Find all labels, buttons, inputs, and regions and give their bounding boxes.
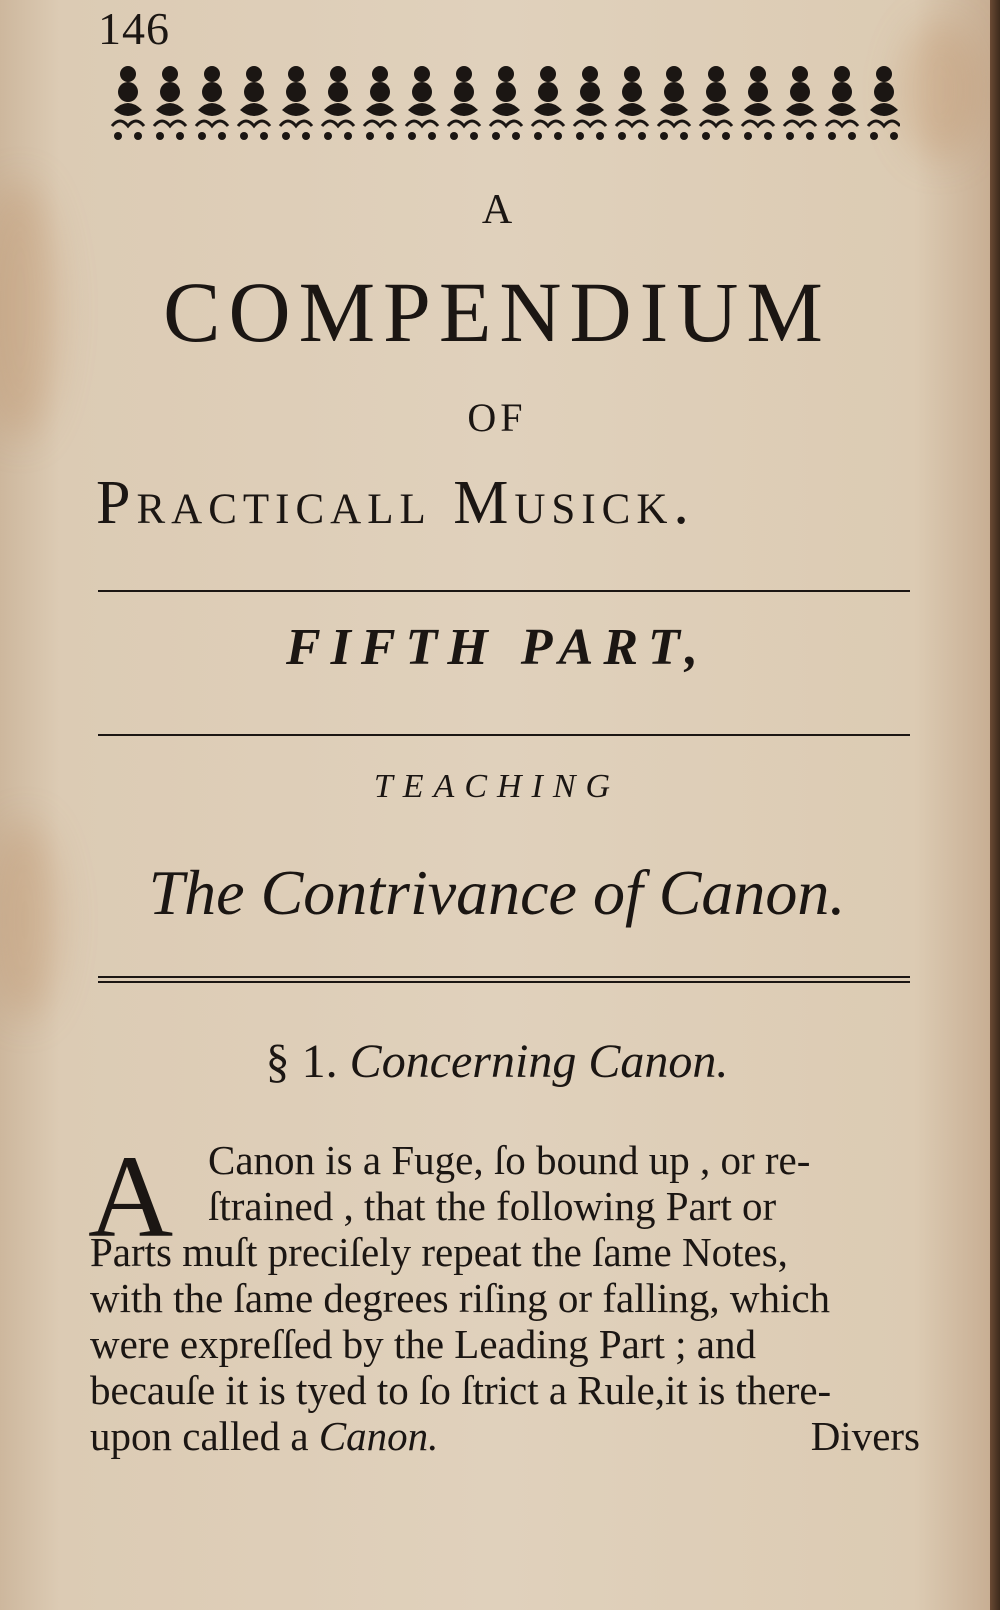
section-number: 1.: [301, 1035, 338, 1088]
section-title: Concerning Canon.: [349, 1035, 729, 1088]
title-article: A: [481, 187, 513, 233]
text-line: [90, 1413, 920, 1459]
title-of: OF: [467, 395, 527, 440]
text-line-start: upon called a: [90, 1413, 309, 1459]
rule-divider-double: [98, 976, 910, 983]
section-mark: §: [265, 1035, 290, 1088]
title-compendium: COMPENDIUM: [163, 264, 831, 360]
subject-heading: The Contrivance of Canon.: [148, 857, 846, 928]
teaching-heading: TEACHING: [373, 768, 621, 805]
text-line: Canon is a Fuge, ſo bound up , or re-: [208, 1137, 811, 1183]
text-line: were expreſſed by the Leading Part ; and: [90, 1321, 756, 1367]
drop-cap: A: [88, 1131, 174, 1262]
text-line: Parts muſt preciſely repeat the ſame Notes,: [90, 1229, 788, 1275]
part-heading: FIFTH PART,: [285, 619, 709, 676]
book-edge-shadow: [990, 0, 1000, 1610]
text-line: ſtrained , that the following Part or: [208, 1183, 777, 1229]
title-practicall-musick: Practicall Musick.: [96, 469, 695, 537]
text-line: with the ſame degrees riſing or falling, which: [90, 1275, 831, 1321]
text-line: becauſe it is tyed to ſo ſtrict a Rule,it is there-: [90, 1367, 832, 1413]
rule-divider: [98, 590, 910, 592]
italic-word: Canon.: [318, 1413, 439, 1459]
catchword: Divers: [810, 1413, 920, 1459]
body-paragraph: [88, 1131, 920, 1459]
paper-stain: [900, 20, 980, 160]
section-heading: [0, 1034, 994, 1089]
page-number: 146: [98, 3, 170, 54]
rule-divider: [98, 734, 910, 736]
fleuron-border-ornament-icon: [110, 62, 900, 148]
